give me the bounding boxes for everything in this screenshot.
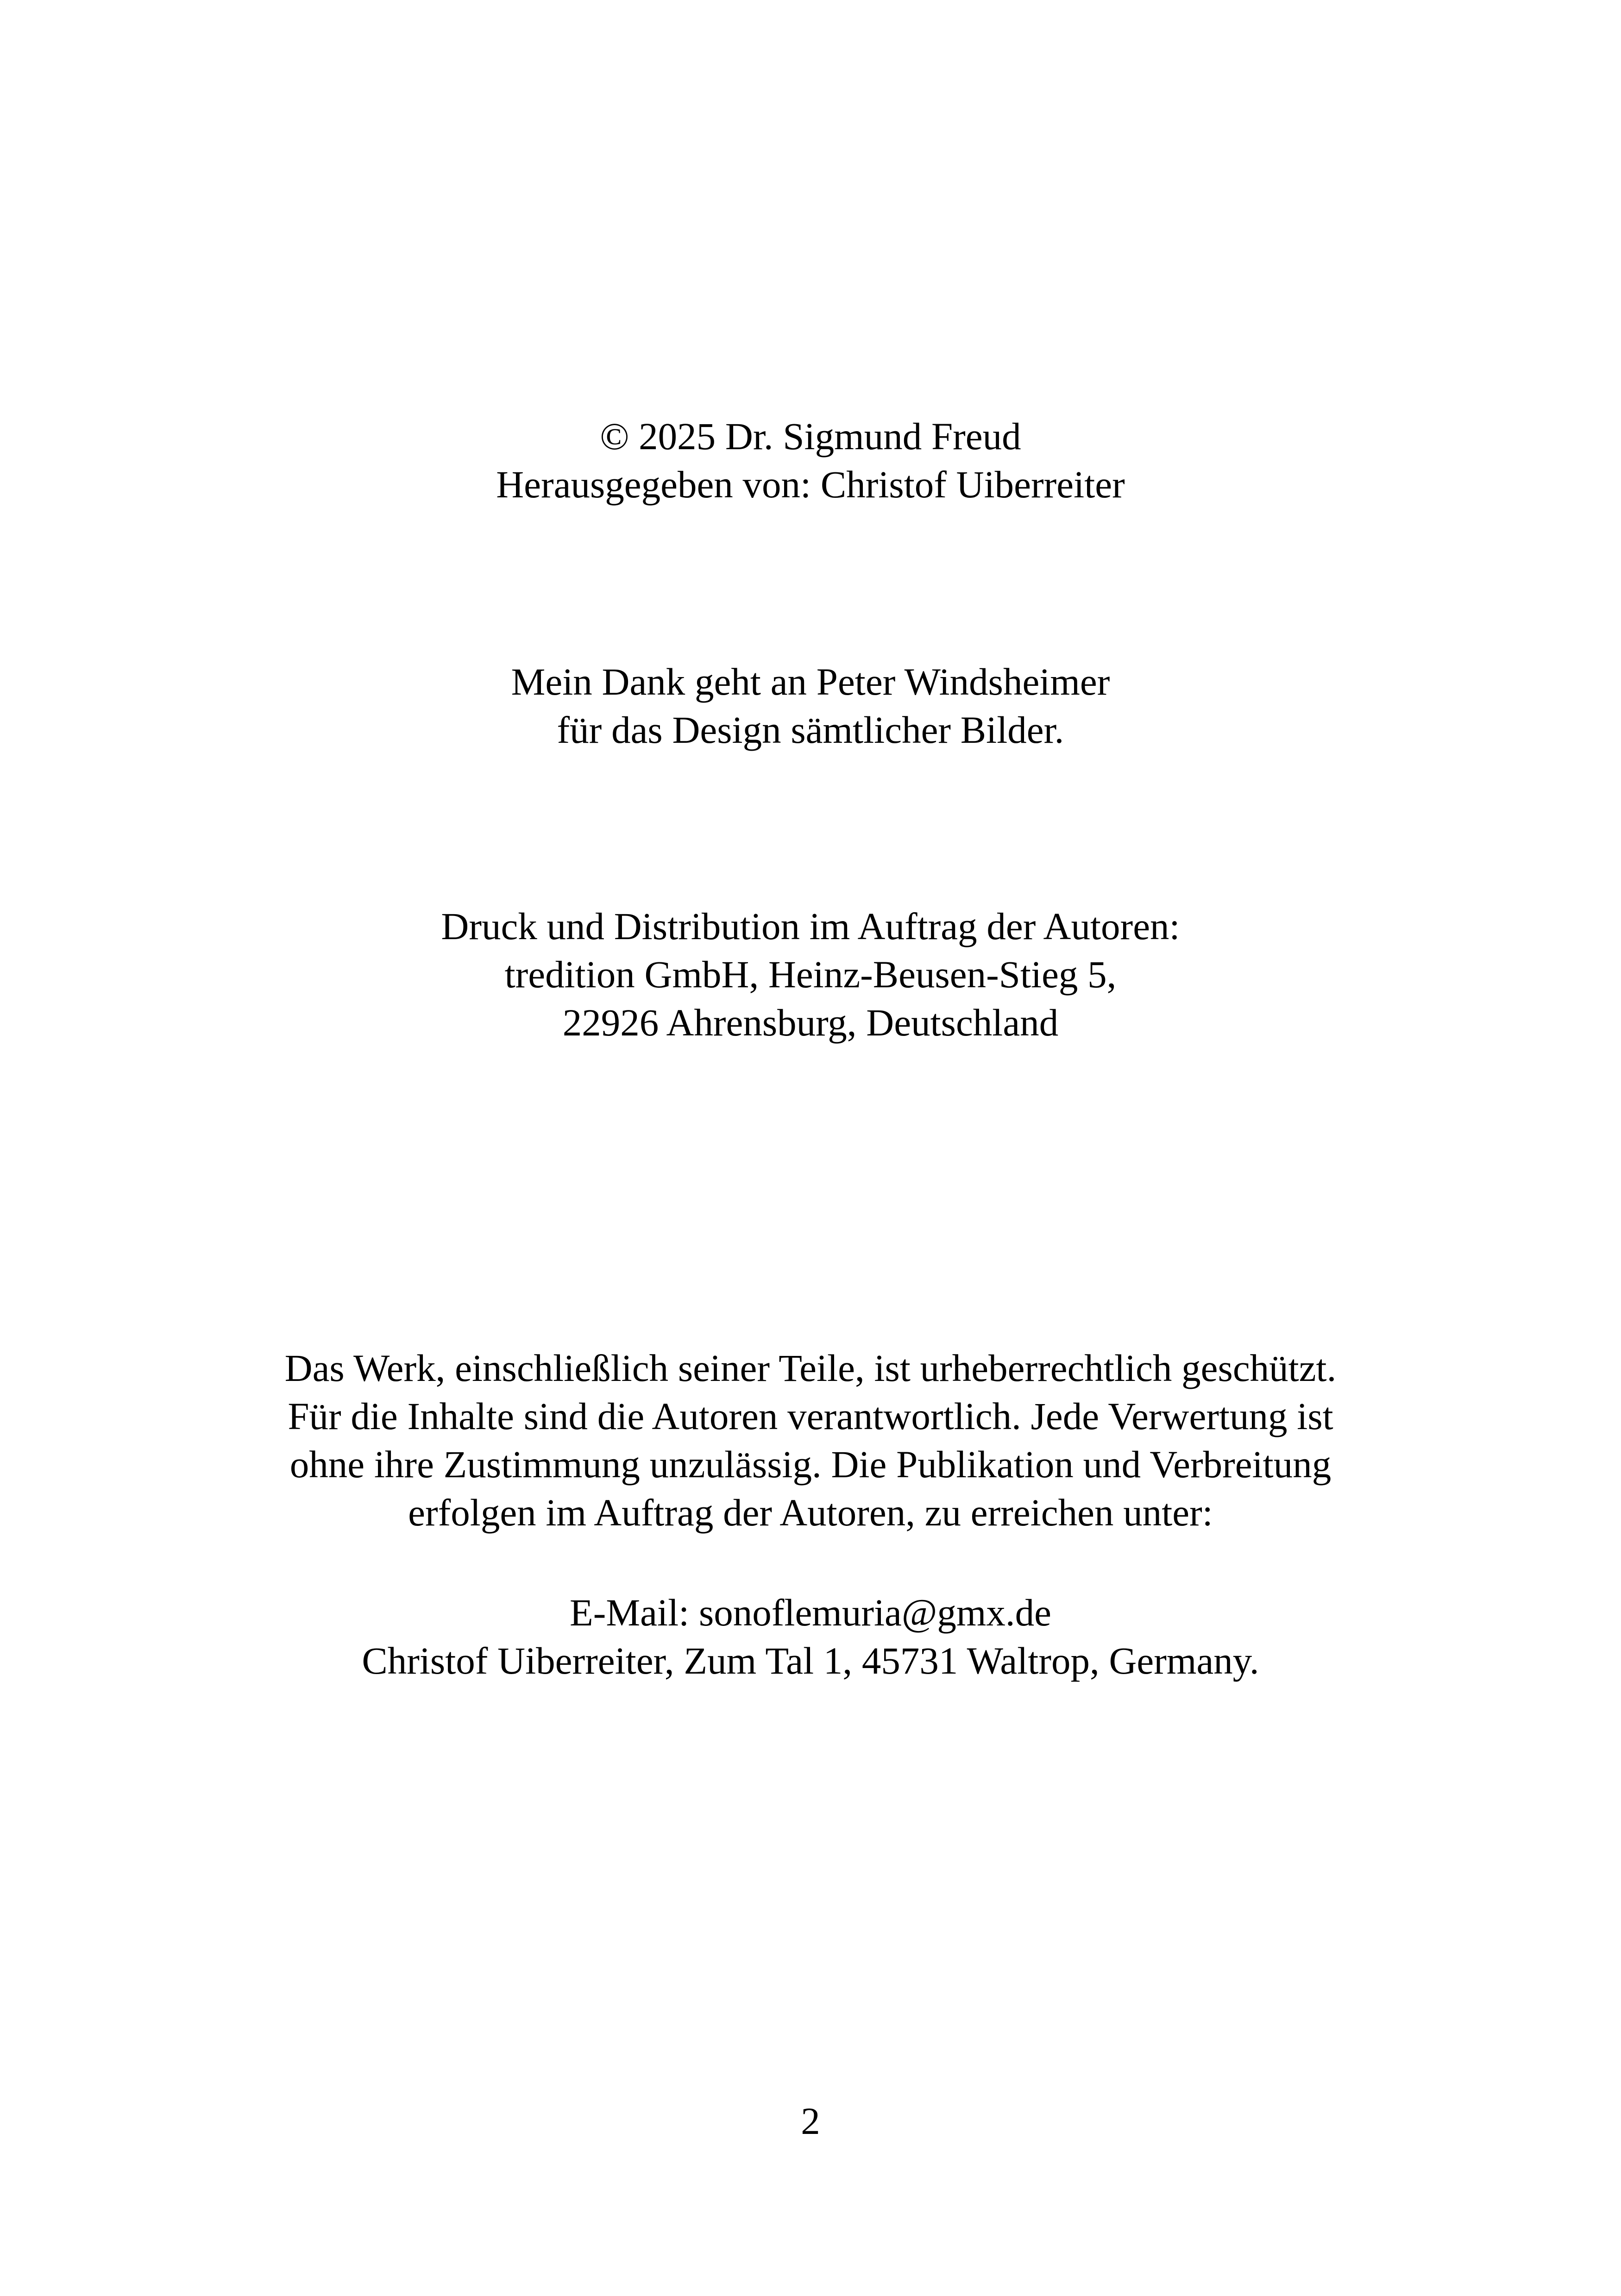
address-line: Christof Uiberreiter, Zum Tal 1, 45731 Waltrop, Germany.: [362, 1639, 1259, 1682]
publisher-line-1: Druck und Distribution im Auftrag der Autoren:: [441, 905, 1180, 947]
publisher-block: [0, 902, 1621, 1047]
page-number: 2: [801, 2100, 820, 2142]
acknowledgement-block: [0, 658, 1621, 754]
publisher-line-3: 22926 Ahrensburg, Deutschland: [562, 1001, 1059, 1044]
legal-line-4: erfolgen im Auftrag der Autoren, zu erreichen unter:: [408, 1491, 1213, 1534]
contact-block: [0, 1588, 1621, 1685]
acknowledgement-line-2: für das Design sämtlicher Bilder.: [557, 709, 1064, 751]
legal-line-3: ohne ihre Zustimmung unzulässig. Die Publikation und Verbreitung: [289, 1443, 1332, 1486]
legal-line-2: Für die Inhalte sind die Autoren verantwortlich. Jede Verwertung ist: [288, 1395, 1333, 1437]
acknowledgement-line-1: Mein Dank geht an Peter Windsheimer: [511, 660, 1110, 703]
copyright-line: © 2025 Dr. Sigmund Freud: [600, 415, 1021, 458]
legal-line-1: Das Werk, einschließlich seiner Teile, ist urheberrechtlich geschützt.: [284, 1347, 1337, 1389]
email-line: E-Mail: sonoflemuria@gmx.de: [570, 1591, 1051, 1634]
publisher-line-2: tredition GmbH, Heinz-Beusen-Stieg 5,: [504, 953, 1117, 996]
legal-notice-block: [0, 1344, 1621, 1537]
copyright-block: [0, 412, 1621, 508]
editor-line: Herausgegeben von: Christof Uiberreiter: [496, 463, 1125, 506]
